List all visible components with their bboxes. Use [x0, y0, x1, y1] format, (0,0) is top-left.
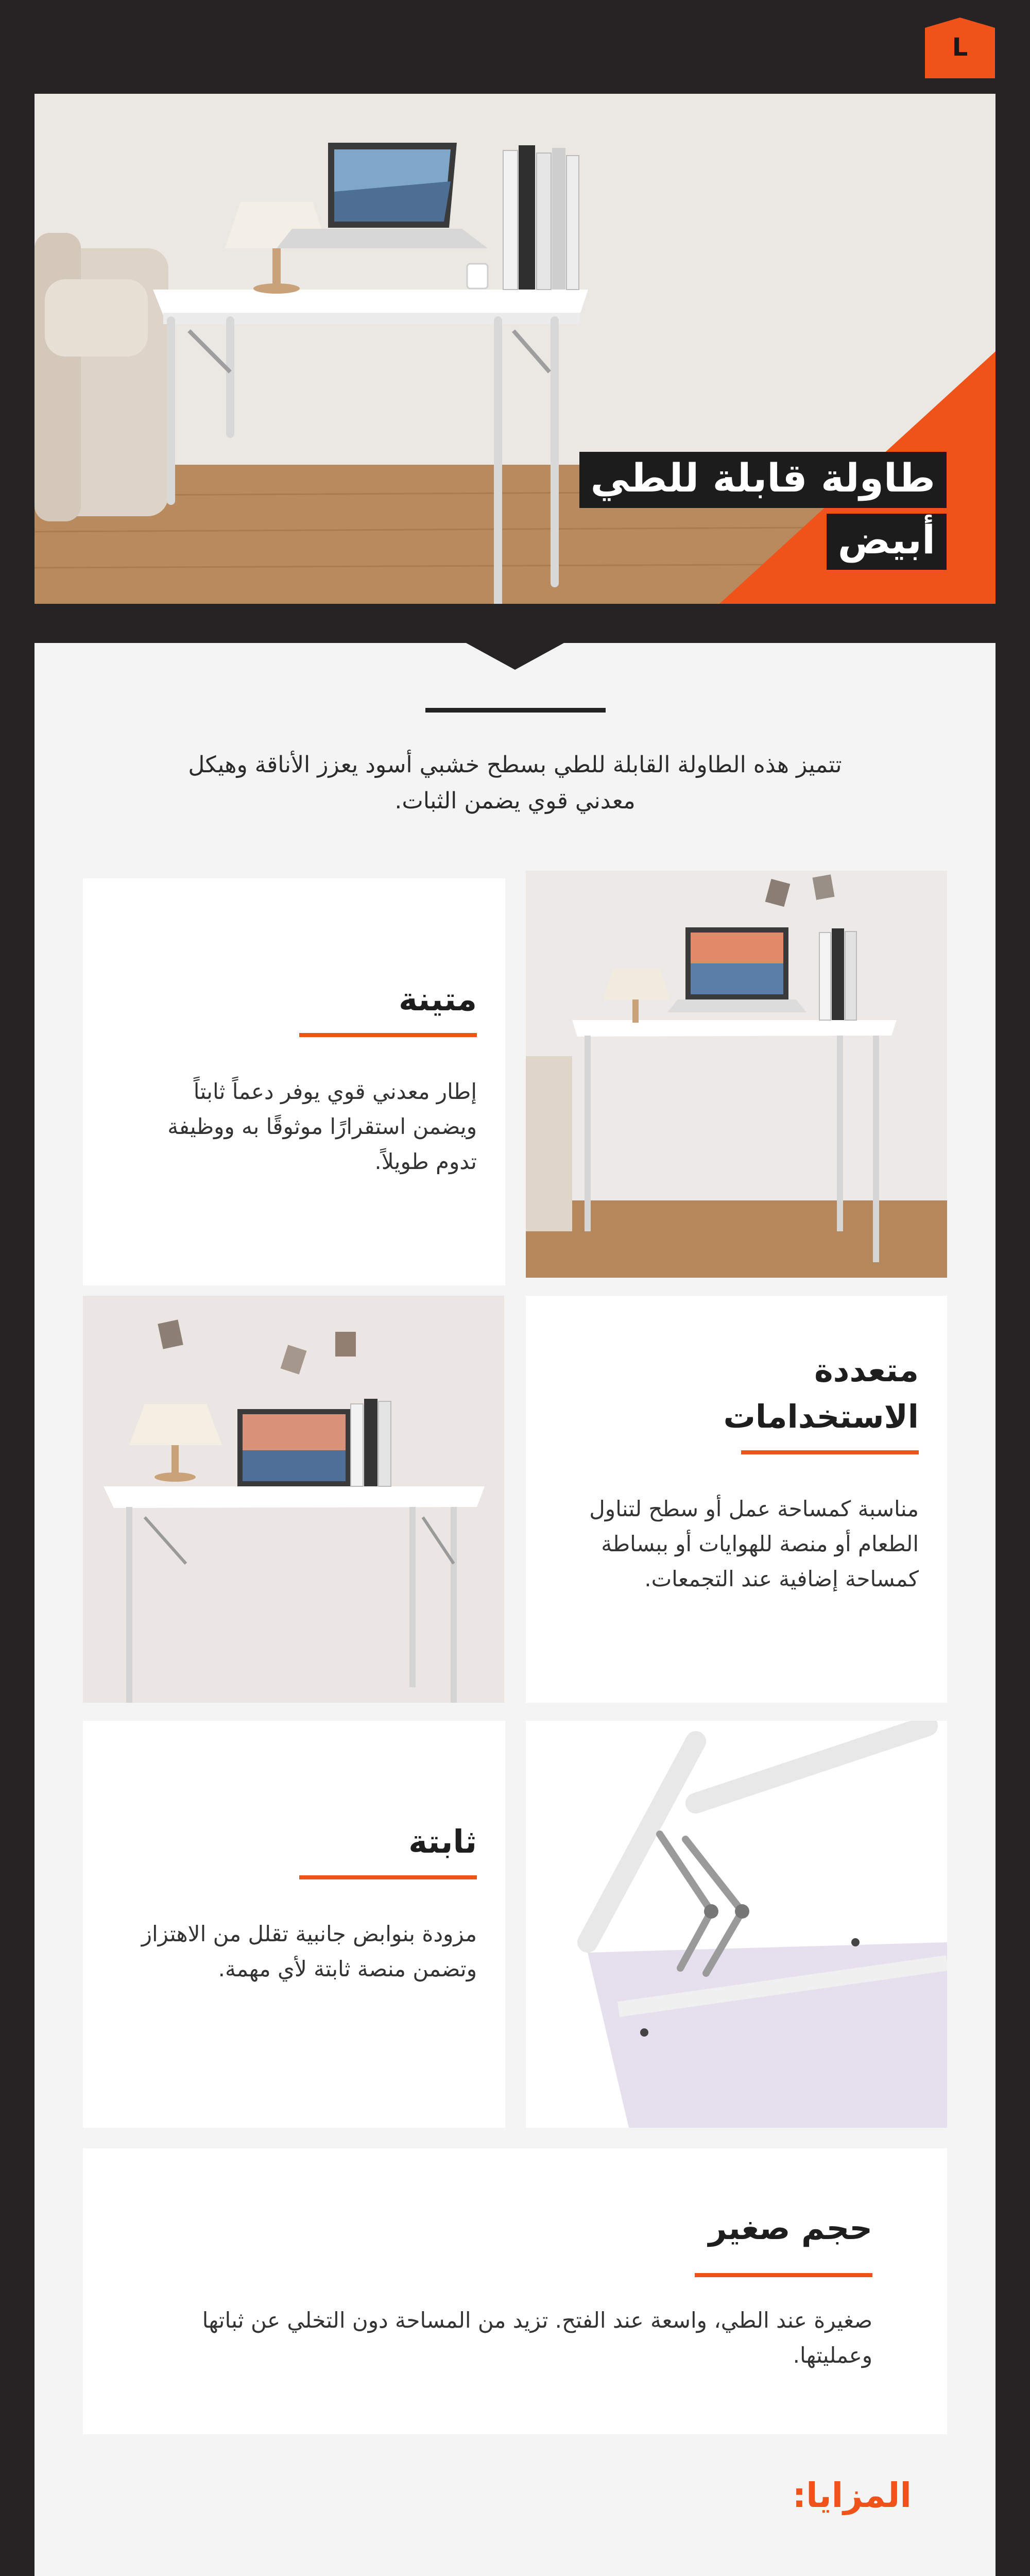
- intro-divider: [425, 708, 606, 713]
- feature-card-versatile: [526, 1296, 947, 1703]
- brand-logo-letter: L: [952, 33, 968, 62]
- table-room-photo: [526, 871, 947, 1278]
- intro-text: تتميز هذه الطاولة القابلة للطي بسطح خشبي أسود يعزز الأناقة وهيكل معدني قوي يضمن الثبات.: [188, 752, 842, 814]
- feature-photo-stable: [526, 1721, 947, 2128]
- feature-photo-durable: [526, 871, 947, 1278]
- feature-text: إطار معدني قوي يوفر دعماً ثابتاً ويضمن استقرارًا موثوقًا به ووظيفة تدوم طويلاً.: [167, 1079, 477, 1174]
- feature-text: مزودة بنوابض جانبية تقلل من الاهتزاز وتضمن منصة ثابتة لأي مهمة.: [141, 1921, 477, 1981]
- advantages-title: المزايا:: [792, 2476, 912, 2515]
- hero-subtitle: أبيض: [827, 514, 947, 570]
- feature-photo-versatile: [83, 1296, 504, 1703]
- table-lamp-photo: [83, 1296, 504, 1703]
- feature-card-stable: [83, 1721, 505, 2128]
- feature-text: مناسبة كمساحة عمل أو سطح لتناول الطعام أو منصة للهوايات أو ببساطة كمساحة إضافية عند التجمعات.: [589, 1496, 919, 1591]
- feature-card-durable: [83, 878, 505, 1285]
- feature-text: صغيرة عند الطي، واسعة عند الفتح. تزيد من المساحة دون التخلي عن ثباتها وعمليتها.: [202, 2308, 872, 2368]
- feature-title: حجم صغير: [708, 2209, 872, 2247]
- hero-banner: [35, 94, 995, 604]
- feature-underline: [695, 2273, 872, 2277]
- spring-hinge-photo: [526, 1721, 947, 2128]
- brand-logo: [925, 18, 995, 78]
- feature-title: ثابتة: [408, 1823, 477, 1860]
- feature-underline: [299, 1875, 477, 1879]
- hero-title: طاولة قابلة للطي: [579, 452, 947, 508]
- feature-card-compact: [83, 2148, 947, 2434]
- feature-title: متعددة الاستخدامات: [723, 1351, 919, 1435]
- feature-underline: [741, 1450, 919, 1454]
- feature-underline: [299, 1033, 477, 1037]
- panel-notch: [466, 643, 564, 670]
- feature-title: متينة: [399, 980, 477, 1018]
